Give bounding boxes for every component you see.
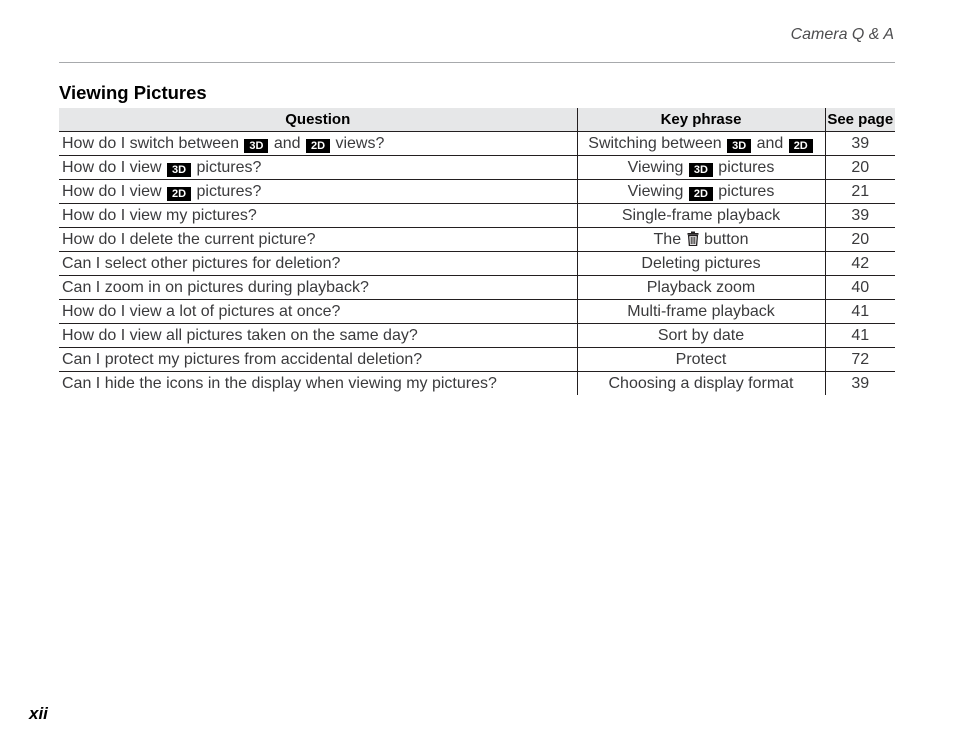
table-header-row [59, 108, 895, 132]
3d-icon: 3D [727, 139, 751, 153]
question-text: and [269, 135, 306, 152]
table-row [59, 156, 895, 180]
key-phrase-cell [577, 180, 825, 204]
see-page-cell: 20 [825, 156, 895, 180]
question-cell: How do I view all pictures taken on the same day? [59, 324, 577, 348]
key-phrase-text: Viewing [627, 159, 688, 176]
table-row [59, 252, 895, 276]
running-header: Camera Q & A [790, 26, 894, 43]
question-text: How do I switch between [62, 135, 244, 152]
header-divider [59, 62, 895, 63]
question-cell: Can I select other pictures for deletion? [59, 252, 577, 276]
table-row [59, 324, 895, 348]
key-phrase-text: button [699, 231, 749, 248]
key-phrase-text: pictures [713, 183, 775, 200]
key-phrase-cell: Sort by date [577, 324, 825, 348]
column-header-see-page: See page [825, 108, 895, 132]
key-phrase-cell: Protect [577, 348, 825, 372]
key-phrase-cell [577, 156, 825, 180]
see-page-cell: 40 [825, 276, 895, 300]
question-cell: Can I hide the icons in the display when viewing my pictures? [62, 375, 497, 392]
3d-icon: 3D [244, 139, 268, 153]
key-phrase-cell: Playback zoom [577, 276, 825, 300]
see-page-cell: 41 [825, 324, 895, 348]
trash-icon [687, 231, 699, 246]
table-row [59, 180, 895, 204]
key-phrase-cell: Single-frame playback [577, 204, 825, 228]
3d-icon: 3D [167, 163, 191, 177]
question-text: How do I view [62, 183, 167, 200]
table-row [59, 204, 895, 228]
2d-icon: 2D [167, 187, 191, 201]
key-phrase-cell: Choosing a display format [577, 372, 825, 396]
page-number: xii [29, 704, 48, 723]
see-page-cell: 21 [825, 180, 895, 204]
key-phrase-cell: Deleting pictures [577, 252, 825, 276]
question-cell [59, 180, 577, 204]
key-phrase-text: pictures [713, 159, 775, 176]
2d-icon: 2D [306, 139, 330, 153]
question-text: pictures? [192, 183, 262, 200]
table-row [59, 228, 895, 252]
question-text: views? [331, 135, 385, 152]
question-cell: How do I view a lot of pictures at once? [59, 300, 577, 324]
table-row [59, 372, 895, 396]
key-phrase-cell [577, 132, 825, 156]
3d-icon: 3D [689, 163, 713, 177]
see-page-cell: 41 [825, 300, 895, 324]
key-phrase-text: Switching between [588, 135, 727, 152]
2d-icon: 2D [689, 187, 713, 201]
table-row [59, 276, 895, 300]
question-cell: How do I delete the current picture? [59, 228, 577, 252]
column-header-question: Question [59, 108, 577, 132]
see-page-cell: 39 [825, 204, 895, 228]
see-page-cell: 39 [825, 132, 895, 156]
question-cell: How do I view my pictures? [59, 204, 577, 228]
question-text: How do I view [62, 159, 167, 176]
qa-table [59, 108, 895, 395]
key-phrase-text: and [752, 135, 788, 152]
table-row [59, 348, 895, 372]
see-page-cell: 42 [825, 252, 895, 276]
2d-icon: 2D [789, 139, 813, 153]
question-cell: Can I zoom in on pictures during playback? [59, 276, 577, 300]
table-row [59, 132, 895, 156]
question-cell: Can I protect my pictures from accidental deletion? [59, 348, 577, 372]
key-phrase-cell [577, 228, 825, 252]
see-page-cell: 20 [825, 228, 895, 252]
key-phrase-text: Viewing [627, 183, 688, 200]
table-row [59, 300, 895, 324]
column-header-key-phrase: Key phrase [577, 108, 825, 132]
question-text: pictures? [192, 159, 262, 176]
question-cell [59, 132, 577, 156]
section-title: Viewing Pictures [59, 82, 207, 103]
see-page-cell: 72 [825, 348, 895, 372]
question-cell [59, 156, 577, 180]
key-phrase-cell: Multi-frame playback [577, 300, 825, 324]
key-phrase-text: The [653, 231, 686, 248]
see-page-cell: 39 [825, 372, 895, 396]
